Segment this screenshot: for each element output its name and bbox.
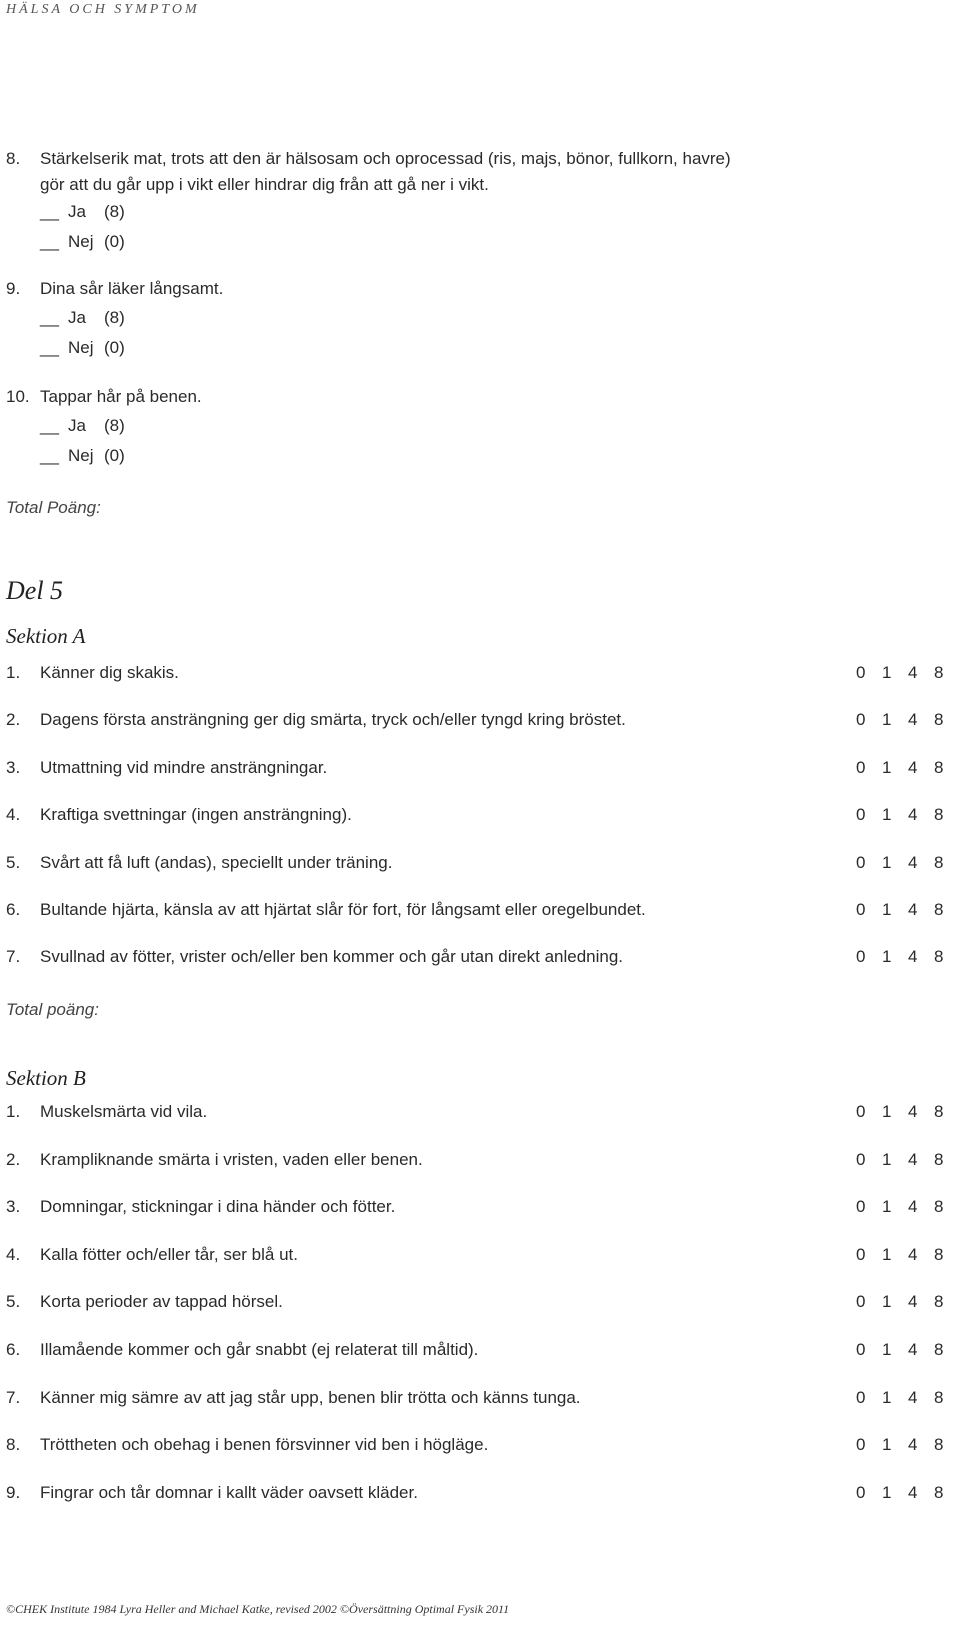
item-number: 9.: [6, 1482, 21, 1502]
question-text: Dina sår läker långsamt.: [40, 279, 224, 298]
rating-row: [6, 947, 960, 967]
rating-row: [6, 805, 960, 825]
rating-option-0[interactable]: 0: [856, 1435, 866, 1455]
item-number: 6.: [6, 900, 21, 919]
rating-row: [6, 1150, 960, 1170]
item-number: 1.: [6, 663, 21, 682]
rating-row: [6, 710, 960, 730]
rating-option-4[interactable]: 4: [908, 1102, 918, 1121]
rating-option-1[interactable]: 1: [882, 1340, 892, 1359]
item-number: 4.: [6, 805, 21, 825]
rating-option-0[interactable]: 0: [856, 1102, 866, 1121]
item-number: 3.: [6, 1197, 21, 1217]
subsection-title-b: Sektion B: [6, 1066, 86, 1090]
rating-option-8[interactable]: 8: [934, 1482, 944, 1502]
rating-scale: [856, 805, 960, 825]
item-number: 8.: [6, 1435, 21, 1455]
rating-option-1[interactable]: 1: [882, 663, 892, 682]
rating-row: [6, 1102, 960, 1122]
rating-option-8[interactable]: 8: [934, 1435, 944, 1455]
rating-option-4[interactable]: 4: [908, 805, 918, 825]
rating-option-8[interactable]: 8: [934, 1244, 944, 1264]
rating-row: [6, 663, 960, 683]
item-text: Tröttheten och obehag i benen försvinner vid ben i högläge.: [40, 1435, 489, 1455]
question-number: 10.: [6, 387, 30, 406]
rating-option-8[interactable]: 8: [934, 1340, 944, 1359]
rating-scale: [856, 1483, 960, 1503]
item-text: Svårt att få luft (andas), speciellt under träning.: [40, 852, 393, 872]
rating-option-1[interactable]: 1: [882, 710, 892, 730]
item-number: 7.: [6, 947, 21, 967]
rating-option-1[interactable]: 1: [882, 757, 892, 777]
rating-option-8[interactable]: 8: [934, 710, 944, 730]
item-number: 1.: [6, 1102, 21, 1121]
rating-option-1[interactable]: 1: [882, 1292, 892, 1312]
rating-option-4[interactable]: 4: [908, 900, 918, 919]
answer-option[interactable]: __ Ja (8): [40, 416, 125, 435]
rating-option-1[interactable]: 1: [882, 1435, 892, 1455]
rating-option-0[interactable]: 0: [856, 663, 866, 682]
rating-scale: [856, 947, 960, 967]
rating-option-4[interactable]: 4: [908, 757, 918, 777]
rating-option-8[interactable]: 8: [934, 1292, 944, 1312]
rating-scale: [856, 900, 960, 920]
question-8: [6, 146, 731, 198]
rating-option-1[interactable]: 1: [882, 1244, 892, 1264]
item-text: Känner mig sämre av att jag står upp, benen blir trötta och känns tunga.: [40, 1387, 581, 1407]
rating-option-8[interactable]: 8: [934, 900, 944, 919]
rating-option-0[interactable]: 0: [856, 1149, 866, 1169]
rating-option-1[interactable]: 1: [882, 852, 892, 872]
rating-option-4[interactable]: 4: [908, 1292, 918, 1312]
rating-option-8[interactable]: 8: [934, 947, 944, 967]
rating-scale: [856, 663, 960, 683]
rating-row: [6, 1435, 960, 1455]
item-text: Illamående kommer och går snabbt (ej relaterat till måltid).: [40, 1340, 479, 1359]
item-text: Fingrar och tår domnar i kallt väder oavsett kläder.: [40, 1482, 418, 1502]
rating-option-4[interactable]: 4: [908, 1435, 918, 1455]
question-number: 9.: [6, 279, 21, 298]
rating-scale: [856, 1245, 960, 1265]
rating-scale: [856, 1292, 960, 1312]
total-score-label: Total poäng:: [6, 1000, 99, 1019]
rating-option-1[interactable]: 1: [882, 1102, 892, 1121]
question-text: Stärkelserik mat, trots att den är hälsosam och oprocessad (ris, majs, bönor, fullkorn, havre): [40, 149, 731, 168]
item-number: 6.: [6, 1340, 21, 1359]
answer-option[interactable]: __ Nej (0): [40, 338, 125, 357]
rating-row: [6, 853, 960, 873]
item-text: Dagens första ansträngning ger dig smärta, tryck och/eller tyngd kring bröstet.: [40, 710, 626, 730]
rating-option-8[interactable]: 8: [934, 663, 944, 682]
rating-option-4[interactable]: 4: [908, 710, 918, 730]
rating-option-0[interactable]: 0: [856, 1340, 866, 1359]
answer-option[interactable]: __ Ja (8): [40, 202, 125, 221]
item-text: Utmattning vid mindre ansträngningar.: [40, 757, 328, 777]
rating-option-0[interactable]: 0: [856, 1387, 866, 1407]
page-header: HÄLSA OCH SYMPTOM: [6, 2, 200, 17]
item-number: 7.: [6, 1387, 21, 1407]
section-title: Del 5: [6, 576, 64, 605]
rating-scale: [856, 1340, 960, 1360]
item-number: 4.: [6, 1244, 21, 1264]
answer-option[interactable]: __ Nej (0): [40, 446, 125, 465]
rating-option-4[interactable]: 4: [908, 663, 918, 682]
rating-row: [6, 1292, 960, 1312]
rating-scale: [856, 1388, 960, 1408]
item-text: Korta perioder av tappad hörsel.: [40, 1292, 283, 1312]
rating-scale: [856, 758, 960, 778]
rating-option-4[interactable]: 4: [908, 1482, 918, 1502]
rating-row: [6, 758, 960, 778]
item-number: 3.: [6, 757, 21, 777]
rating-option-8[interactable]: 8: [934, 757, 944, 777]
rating-option-4[interactable]: 4: [908, 1149, 918, 1169]
answer-option[interactable]: __ Ja (8): [40, 308, 125, 327]
rating-option-0[interactable]: 0: [856, 1292, 866, 1312]
rating-option-0[interactable]: 0: [856, 1197, 866, 1217]
rating-option-8[interactable]: 8: [934, 1149, 944, 1169]
rating-option-4[interactable]: 4: [908, 1387, 918, 1407]
rating-scale: [856, 1197, 960, 1217]
copyright-footer: ©CHEK Institute 1984 Lyra Heller and Michael Katke, revised 2002 ©Översättning Optimal Fysik 2011: [6, 1602, 510, 1616]
rating-row: [6, 1388, 960, 1408]
rating-option-0[interactable]: 0: [856, 852, 866, 872]
rating-option-8[interactable]: 8: [934, 1102, 944, 1121]
item-text: Domningar, stickningar i dina händer och fötter.: [40, 1197, 396, 1217]
rating-option-1[interactable]: 1: [882, 1387, 892, 1407]
rating-option-4[interactable]: 4: [908, 852, 918, 872]
rating-option-1[interactable]: 1: [882, 900, 892, 919]
rating-option-8[interactable]: 8: [934, 852, 944, 872]
total-score-label: Total Poäng:: [6, 498, 101, 517]
item-number: 5.: [6, 1292, 21, 1312]
item-number: 2.: [6, 1149, 21, 1169]
question-9: [6, 276, 223, 302]
question-text: gör att du går upp i vikt eller hindrar dig från att gå ner i vikt.: [40, 175, 489, 194]
rating-scale: [856, 710, 960, 730]
rating-row: [6, 1340, 960, 1360]
rating-option-8[interactable]: 8: [934, 1387, 944, 1407]
item-number: 2.: [6, 710, 21, 730]
question-text: Tappar hår på benen.: [40, 387, 202, 406]
rating-option-0[interactable]: 0: [856, 1244, 866, 1264]
rating-option-1[interactable]: 1: [882, 1482, 892, 1502]
rating-option-0[interactable]: 0: [856, 1482, 866, 1502]
question-10: [6, 384, 202, 410]
answer-option[interactable]: __ Nej (0): [40, 232, 125, 251]
rating-option-4[interactable]: 4: [908, 947, 918, 967]
question-number: 8.: [6, 149, 21, 168]
rating-option-0[interactable]: 0: [856, 805, 866, 825]
rating-option-4[interactable]: 4: [908, 1340, 918, 1359]
rating-option-1[interactable]: 1: [882, 947, 892, 967]
rating-scale: [856, 1102, 960, 1122]
item-text: Bultande hjärta, känsla av att hjärtat slår för fort, för långsamt eller oregelbundet.: [40, 900, 646, 919]
rating-row: [6, 900, 960, 920]
item-text: Svullnad av fötter, vrister och/eller ben kommer och går utan direkt anledning.: [40, 947, 624, 967]
rating-scale: [856, 1150, 960, 1170]
rating-option-4[interactable]: 4: [908, 1244, 918, 1264]
item-text: Krampliknande smärta i vristen, vaden eller benen.: [40, 1149, 423, 1169]
rating-option-8[interactable]: 8: [934, 805, 944, 825]
rating-option-8[interactable]: 8: [934, 1197, 944, 1217]
item-text: Kalla fötter och/eller tår, ser blå ut.: [40, 1244, 298, 1264]
subsection-title-a: Sektion A: [6, 624, 86, 648]
rating-scale: [856, 1435, 960, 1455]
rating-option-4[interactable]: 4: [908, 1197, 918, 1217]
rating-scale: [856, 853, 960, 873]
rating-option-1[interactable]: 1: [882, 1197, 892, 1217]
rating-row: [6, 1483, 960, 1503]
rating-option-0[interactable]: 0: [856, 900, 866, 919]
rating-option-0[interactable]: 0: [856, 710, 866, 730]
rating-option-1[interactable]: 1: [882, 1149, 892, 1169]
rating-option-0[interactable]: 0: [856, 757, 866, 777]
rating-option-0[interactable]: 0: [856, 947, 866, 967]
item-text: Kraftiga svettningar (ingen ansträngning).: [40, 805, 352, 825]
rating-row: [6, 1197, 960, 1217]
item-text: Känner dig skakis.: [40, 663, 179, 682]
rating-option-1[interactable]: 1: [882, 805, 892, 825]
item-number: 5.: [6, 852, 21, 872]
rating-row: [6, 1245, 960, 1265]
item-text: Muskelsmärta vid vila.: [40, 1102, 208, 1121]
